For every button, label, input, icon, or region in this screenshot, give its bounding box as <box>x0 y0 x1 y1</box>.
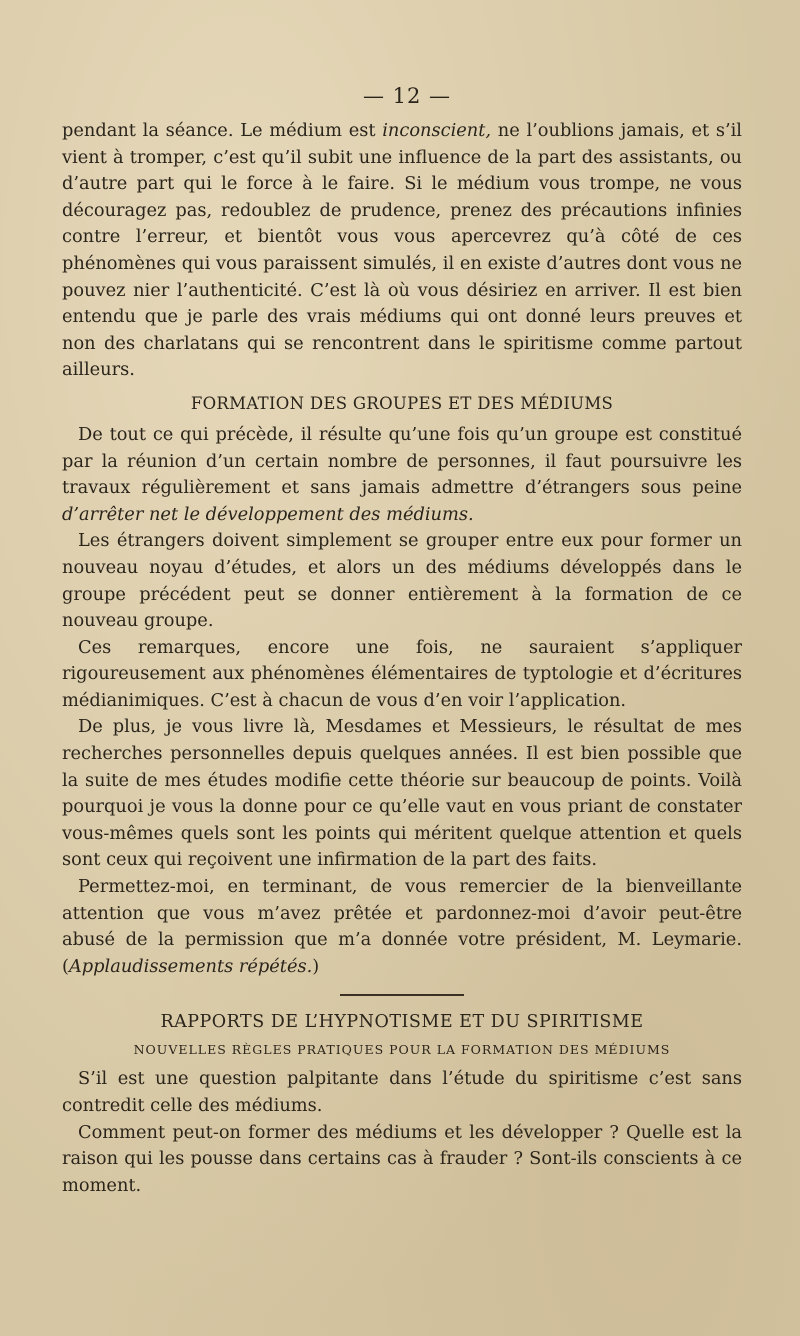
remerciements-close: ) <box>312 955 320 977</box>
paragraph-groupe-italic: d’arrêter net le développement des médiums. <box>62 503 474 525</box>
section-divider <box>340 994 464 996</box>
paragraph-etrangers: Les étrangers doivent simplement se grouper entre eux pour former un nouveau noyau d’études, et alors un des médiums développés dans le groupe précédent peut se donner entièrement à la formation de ce nouveau groupe. <box>62 530 742 632</box>
paragraph-comment: Comment peut-on former des médiums et les développer ? Quelle est la raison qui les pousse dans certains cas à frauder ? Sont-ils conscients à ce moment. <box>62 1121 742 1196</box>
section-heading-formation: FORMATION DES GROUPES ET DES MÉDIUMS <box>190 393 614 413</box>
opening-text-end: ne l’oublions jamais, et s’il vient à tromper, c’est qu’il subit une influence de la part des assistants, ou d’autre part qui le force à le faire. Si le médium vous trompe, ne vous découragez pas, redoublez de prudence, prenez des précautions infinies contre l’erreur, et bientôt vous vous apercevrez qu’à côté de ces phénomènes qui vous paraissent simulés, il en existe d’autres dont vous ne pouvez nier l’authenticité. C’est là où vous désiriez en arriver. Il est bien entendu que je parle des vrais médiums qui ont donné leurs preuves et non des charlatans qui se rencontrent dans le spiritisme comme partout ailleurs. <box>62 120 742 381</box>
opening-paragraph <box>62 118 742 384</box>
page-number: — 12 — <box>362 84 452 108</box>
paragraph-groupe-text: De tout ce qui précède, il résulte qu’une fois qu’un groupe est constitué par la réunion d’un certain nombre de personnes, il faut poursuivre les travaux régulièrement et sans jamais admettre d’étrangers sous peine <box>62 423 742 499</box>
paragraph-recherches: De plus, je vous livre là, Mesdames et Messieurs, le résultat de mes recherches personnelles depuis quelques années. Il est bien possible que la suite de mes études modifie cette théorie sur beaucoup de points. Voilà pourquoi je vous la donne pour ce qu’elle vaut en vous priant de constater vous-mêmes quels sont les points qui méritent quelque attention et quels sont ceux qui reçoivent une infirmation de la part des faits. <box>62 716 742 871</box>
section-heading-rapports: RAPPORTS DE L’HYPNOTISME ET DU SPIRITISME <box>160 1012 644 1033</box>
paragraph-groupe <box>62 422 742 528</box>
applause-italic: Applaudissements répétés. <box>68 955 313 977</box>
paragraph-remarques: Ces remarques, encore une fois, ne sauraient s’appliquer rigoureusement aux phénomènes élémentaires de typtologie et d’écritures médianimiques. C’est à chacun de vous d’en voir l’application. <box>62 636 742 711</box>
paragraph-question: S’il est une question palpitante dans l’étude du spiritisme c’est sans contredit celle des médiums. <box>62 1068 742 1116</box>
section-subheading: NOUVELLES RÈGLES PRATIQUES POUR LA FORMATION DES MÉDIUMS <box>133 1042 671 1058</box>
remerciements-text: Permettez-moi, en terminant, de vous remercier de la bienveillante attention que vous m’avez prêtée et pardonnez-moi d’avoir peut-être abusé de la permission que m’a donnée votre président, M. Leymarie. ( <box>62 876 742 977</box>
paragraph-remerciements <box>62 874 742 980</box>
opening-text-start: pendant la séance. Le médium est <box>62 120 383 141</box>
opening-italic: inconscient, <box>382 120 492 141</box>
book-page <box>62 84 742 1199</box>
